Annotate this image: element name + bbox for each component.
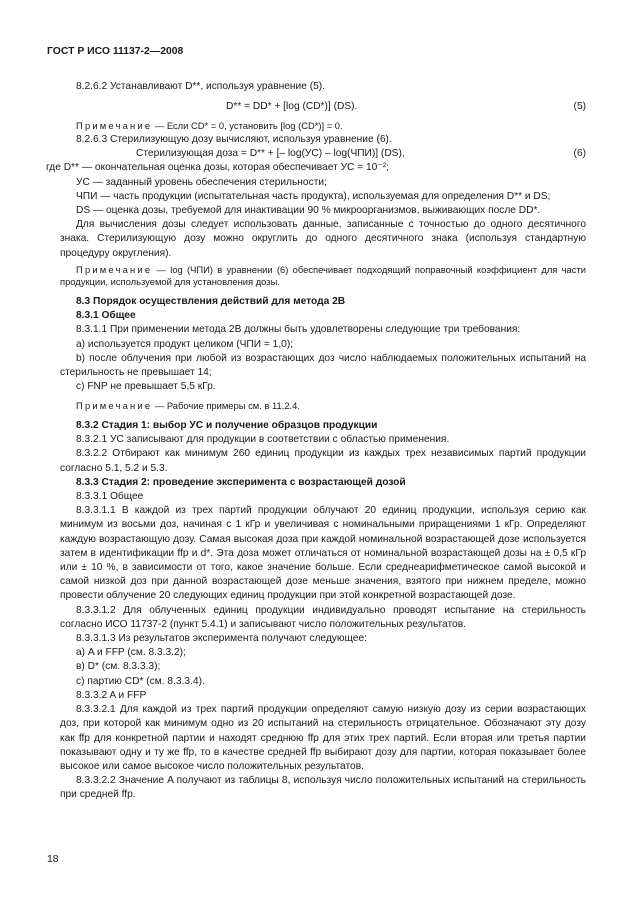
result-item-b: в) D* (см. 8.3.3.3);	[76, 661, 161, 673]
result-item-c: с) партию CD* (см. 8.3.3.4).	[76, 675, 205, 687]
paragraph-8-3-2-2: 8.3.2.2 Отбирают как минимум 260 единиц продукции из каждых трех независимых партий продукции согласно 5.1, 5.2 и 5.3.	[60, 448, 586, 474]
equation-6-number: (6)	[573, 148, 586, 160]
paragraph-rounding: Для вычисления дозы следует использовать данные, записанные с точностью до одного десятичного знака. Стерилизующую дозу можно округлить до одного десятичного знака (используя стандартную процедуру округления).	[60, 219, 586, 259]
note-2-text: — log (ЧПИ) в уравнении (6) обеспечивает подходящий поправочный коэффициент для части продукции, используемой для установления дозы.	[60, 263, 586, 288]
note-3	[60, 400, 586, 413]
equation-5-formula: D** = DD* + [log (CD*)] (DS).	[226, 101, 358, 113]
paragraph-8-3-3-1-2: 8.3.3.1.2 Для облученных единиц продукции индивидуально проводят испытание на стерильность согласно ИСО 11737-2 (пункт 5.4.1) и записывают число положительных результатов.	[60, 604, 586, 630]
equation-6	[60, 147, 586, 161]
where-d-double-star: где D** — окончательная оценка дозы, которая обеспечивает УС = 10⁻²;	[46, 162, 389, 174]
note-2-label: Примечание	[76, 263, 153, 275]
list-item-c: с) FNP не превышает 5,5 кГр.	[76, 381, 216, 393]
note-3-label: Примечание	[76, 400, 153, 412]
paragraph-8-3-2-1: 8.3.2.1 УС записывают для продукции в соответствии с областью применения.	[76, 434, 450, 446]
paragraph-8-3-3-2-1: 8.3.3.2.1 Для каждой из трех партий продукции определяют самую низкую дозу из серии возрастающих доз, при которой как минимум одно из 20 испытаний на стерильность отрицательное. Обозначают эту дозу как ffp для конкретной партии и находят среднюю ffp для этих трех партий. Если вторая или третья партии показывают одну и ту же ffp, то в качестве средней ffp выбирают дозу для партии, которая показывает более высокое или самое высокое число положительных результатов.	[60, 704, 586, 772]
page-content	[46, 80, 586, 803]
paragraph-8-2-6-2: 8.2.6.2 Устанавливают D**, используя уравнение (5).	[76, 81, 325, 92]
where-ds: DS — оценка дозы, требуемой для инактивации 90 % микроорганизмов, выживающих после DD*.	[76, 205, 541, 217]
note-1-text: — Если CD* = 0, установить [log (CD*)] = 0.	[152, 120, 343, 132]
note-3-text: — Рабочие примеры см. в 11.2.4.	[152, 400, 300, 412]
note-2	[60, 264, 586, 289]
note-1-label: Примечание	[76, 120, 153, 132]
paragraph-8-3-3-1-1: 8.3.3.1.1 В каждой из трех партий продукции облучают 20 единиц продукции, используя серию как минимум из восьми доз, начиная с 1 кГр и увеличивая с номинальными приращениями 1 кГр. Определяют каждую возрастающую дозу. Самая высокая доза при каждой номинальной возрастающей дозе используется затем в идентификации ffp и d*. Эта доза может отличаться от номинальной возрастающей дозы на ± 0,5 кГр или ± 10 %, в зависимости от того, какое значение больше. Если среднеарифметическое самой высокой и самой низкой доз при данной возрастающей дозе меньше значения, взятого при нижнем пределе, можно провести облучение 20 следующих единиц продукции при этой конкретной возрастающей дозе.	[60, 505, 586, 602]
note-1	[60, 120, 586, 133]
heading-8-3-3-2: 8.3.3.2 A и FFP	[76, 689, 147, 701]
equation-5-number: (5)	[573, 101, 586, 113]
result-item-a: а) A и FFP (см. 8.3.3.2);	[76, 647, 186, 659]
equation-5	[60, 100, 586, 114]
paragraph-8-3-3-1-3: 8.3.3.1.3 Из результатов эксперимента получают следующее:	[76, 633, 367, 645]
list-item-b: b) после облучения при любой из возрастающих доз число наблюдаемых положительных испытаний на стерильность не превышает 14;	[60, 352, 586, 379]
heading-8-3: 8.3 Порядок осуществления действий для метода 2В	[76, 296, 346, 308]
paragraph-8-2-6-3: 8.2.6.3 Стерилизующую дозу вычисляют, используя уравнение (6).	[76, 134, 392, 145]
heading-8-3-1: 8.3.1 Общее	[76, 310, 136, 322]
page-header: ГОСТ Р ИСО 11137-2—2008	[47, 46, 184, 57]
list-item-a: а) используется продукт целиком (ЧПИ = 1,0);	[76, 338, 294, 350]
page-number: 18	[47, 854, 59, 865]
equation-6-formula: Стерилизующая доза = D** + [– log(УС) – log(ЧПИ)] (DS),	[136, 148, 405, 160]
heading-8-3-3-1: 8.3.3.1 Общее	[76, 491, 144, 503]
where-chpi: ЧПИ — часть продукции (испытательная часть продукта), используемая для определения D** и DS;	[76, 190, 551, 202]
paragraph-8-3-3-2-2: 8.3.3.2.2 Значение A получают из таблицы 8, используя число положительных испытаний на стерильность при средней ffp.	[60, 775, 586, 801]
paragraph-8-3-1-1: 8.3.1.1 При применении метода 2В должны быть удовлетворены следующие три требования:	[76, 324, 521, 336]
where-us: УС — заданный уровень обеспечения стерильности;	[76, 176, 327, 188]
heading-8-3-3: 8.3.3 Стадия 2: проведение эксперимента с возрастающей дозой	[76, 476, 406, 488]
heading-8-3-2: 8.3.2 Стадия 1: выбор УС и получение образцов продукции	[76, 420, 378, 432]
